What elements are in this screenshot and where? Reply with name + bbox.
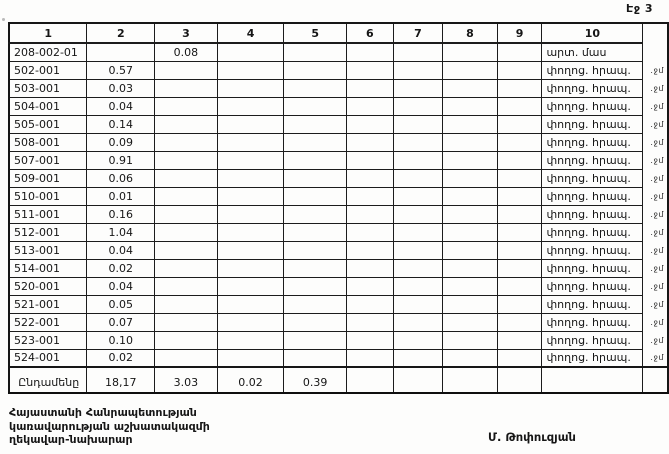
- table-cell: 0.02: [87, 259, 155, 277]
- table-cell: [284, 151, 347, 169]
- table-cell: [217, 169, 284, 187]
- table-cell: [346, 349, 393, 367]
- table-cell: [497, 367, 542, 393]
- margin-note: .ջմ: [650, 173, 664, 183]
- column-header: 2: [87, 23, 155, 43]
- table-row: [9, 277, 668, 295]
- table-cell: [443, 115, 498, 133]
- table-cell: փողոց. հրապ.: [542, 115, 643, 133]
- table-cell: 508-001: [9, 133, 87, 151]
- table-cell: [284, 277, 347, 295]
- table-cell: [284, 97, 347, 115]
- margin-note: .ջմ: [650, 335, 664, 345]
- margin-note: .ջմ: [650, 83, 664, 93]
- table-cell: 0.57: [87, 61, 155, 79]
- margin-note: .ջմ: [650, 119, 664, 129]
- table-cell: [346, 133, 393, 151]
- table-cell: [346, 97, 393, 115]
- table-cell: [443, 205, 498, 223]
- table-cell: [443, 79, 498, 97]
- table-cell: 0.04: [87, 277, 155, 295]
- table-cell: 502-001: [9, 61, 87, 79]
- table-cell: [346, 43, 393, 61]
- table-cell: 18,17: [87, 367, 155, 393]
- table-cell: 0.03: [87, 79, 155, 97]
- table-cell: 208-002-01: [9, 43, 87, 61]
- table-cell: [346, 241, 393, 259]
- table-row: [9, 151, 668, 169]
- table-cell: 505-001: [9, 115, 87, 133]
- table-cell: [155, 97, 218, 115]
- table-cell: 521-001: [9, 295, 87, 313]
- table-cell: [217, 241, 284, 259]
- table-cell: [155, 223, 218, 241]
- table-cell: [393, 43, 443, 61]
- table-cell: 0.91: [87, 151, 155, 169]
- table-cell: [443, 295, 498, 313]
- table-cell: 507-001: [9, 151, 87, 169]
- table-cell: 524-001: [9, 349, 87, 367]
- table-cell: [155, 151, 218, 169]
- table-cell: Ընդամենը: [9, 367, 87, 393]
- table-cell: [346, 295, 393, 313]
- table-cell: 510-001: [9, 187, 87, 205]
- column-header: 3: [155, 23, 218, 43]
- table-cell: [346, 151, 393, 169]
- table-cell: [346, 187, 393, 205]
- table-cell: [217, 349, 284, 367]
- table-cell: փողոց. հրապ.: [542, 79, 643, 97]
- table-cell: [284, 115, 347, 133]
- table-cell: [393, 115, 443, 133]
- table-cell: [284, 169, 347, 187]
- table-cell: [393, 367, 443, 393]
- table-cell: [393, 295, 443, 313]
- table-cell: 0.39: [284, 367, 347, 393]
- table-cell: 0.09: [87, 133, 155, 151]
- table-cell: [346, 223, 393, 241]
- table-row: [9, 115, 668, 133]
- table-cell: 0.16: [87, 205, 155, 223]
- table-cell: [217, 79, 284, 97]
- table-cell: [217, 205, 284, 223]
- table-cell: [217, 115, 284, 133]
- footer-block: [9, 406, 210, 447]
- column-header: 6: [346, 23, 393, 43]
- column-header: 1: [9, 23, 87, 43]
- table-cell: փողոց. հրապ.: [542, 151, 643, 169]
- table-cell: [217, 43, 284, 61]
- table-cell: [346, 331, 393, 349]
- table-cell: [393, 79, 443, 97]
- table-cell: [393, 241, 443, 259]
- table-cell: [284, 313, 347, 331]
- table-cell: 0.06: [87, 169, 155, 187]
- table-cell: [443, 277, 498, 295]
- table-row: [9, 79, 668, 97]
- table-cell: 504-001: [9, 97, 87, 115]
- table-cell: 1.04: [87, 223, 155, 241]
- column-header: 8: [443, 23, 498, 43]
- table-row: [9, 331, 668, 349]
- table-cell: [217, 61, 284, 79]
- table-cell: [443, 61, 498, 79]
- column-header: 5: [284, 23, 347, 43]
- table-cell: [155, 349, 218, 367]
- table-cell: փողոց. հրապ.: [542, 133, 643, 151]
- signature-name: Մ. Թոփուզյան: [488, 430, 576, 444]
- table-cell: 509-001: [9, 169, 87, 187]
- table-cell: [443, 97, 498, 115]
- table-cell: [217, 313, 284, 331]
- table-cell: [443, 43, 498, 61]
- table-cell: փողոց. հրապ.: [542, 97, 643, 115]
- table-cell: [346, 205, 393, 223]
- footer-line-2: կառավարության աշխատակազմի: [9, 419, 210, 433]
- margin-note: .ջմ: [650, 317, 664, 327]
- table-cell: 511-001: [9, 205, 87, 223]
- table-cell: [284, 187, 347, 205]
- table-cell: 513-001: [9, 241, 87, 259]
- table-cell: [497, 151, 542, 169]
- margin-note: [643, 43, 668, 61]
- table-cell: [497, 259, 542, 277]
- table-cell: [217, 187, 284, 205]
- table-cell: [155, 205, 218, 223]
- table-cell: [497, 241, 542, 259]
- table-cell: [393, 205, 443, 223]
- table-cell: [155, 79, 218, 97]
- table-cell: [284, 259, 347, 277]
- table-cell: [443, 133, 498, 151]
- table-row: [9, 349, 668, 367]
- table-cell: [443, 223, 498, 241]
- table-cell: 512-001: [9, 223, 87, 241]
- column-header: 10: [542, 23, 643, 43]
- table-cell: արտ. մաս: [542, 43, 643, 61]
- table-cell: [284, 61, 347, 79]
- table-cell: [393, 277, 443, 295]
- margin-note: .ջմ: [650, 299, 664, 309]
- table-cell: [346, 259, 393, 277]
- table-row: [9, 295, 668, 313]
- table-cell: [393, 259, 443, 277]
- table-cell: 0.02: [217, 367, 284, 393]
- table-cell: [346, 169, 393, 187]
- table-cell: 520-001: [9, 277, 87, 295]
- table-cell: [155, 277, 218, 295]
- table-cell: [155, 259, 218, 277]
- table-cell: [284, 79, 347, 97]
- table-cell: [443, 241, 498, 259]
- table-cell: փողոց. հրապ.: [542, 259, 643, 277]
- table-row: [9, 223, 668, 241]
- margin-note: .ջմ: [650, 263, 664, 273]
- table-cell: 0.05: [87, 295, 155, 313]
- table-cell: [443, 151, 498, 169]
- table-cell: [443, 349, 498, 367]
- table-cell: [346, 313, 393, 331]
- table-cell: [346, 61, 393, 79]
- table-cell: [217, 331, 284, 349]
- table-cell: 0.07: [87, 313, 155, 331]
- table-cell: 0.10: [87, 331, 155, 349]
- table-cell: [346, 277, 393, 295]
- table-cell: 0.08: [155, 43, 218, 61]
- table-row: [9, 241, 668, 259]
- table-cell: [217, 133, 284, 151]
- table-cell: [497, 61, 542, 79]
- table-total-row: [9, 367, 668, 393]
- table-row: [9, 187, 668, 205]
- table-cell: 3.03: [155, 367, 218, 393]
- table-cell: [443, 169, 498, 187]
- table-cell: [346, 79, 393, 97]
- margin-note: .ջմ: [650, 281, 664, 291]
- column-header: 9: [497, 23, 542, 43]
- table-cell: [393, 61, 443, 79]
- margin-note: [643, 367, 668, 393]
- table-row: [9, 43, 668, 61]
- table-row: [9, 259, 668, 277]
- table-cell: [443, 187, 498, 205]
- table-cell: [393, 223, 443, 241]
- table-cell: փողոց. հրապ.: [542, 277, 643, 295]
- margin-note: .ջմ: [650, 137, 664, 147]
- table-cell: [393, 187, 443, 205]
- table-cell: [217, 97, 284, 115]
- footer-line-3: ղեկավար-նախարար: [9, 433, 133, 446]
- table-cell: 523-001: [9, 331, 87, 349]
- table-cell: [497, 169, 542, 187]
- table-row: [9, 205, 668, 223]
- margin-note: .ջմ: [650, 191, 664, 201]
- table-cell: [497, 115, 542, 133]
- table-cell: [393, 349, 443, 367]
- table-cell: փողոց. հրապ.: [542, 331, 643, 349]
- table-cell: [497, 187, 542, 205]
- table-cell: [497, 43, 542, 61]
- table-cell: [497, 331, 542, 349]
- table-cell: [443, 367, 498, 393]
- table-cell: 0.04: [87, 97, 155, 115]
- table-cell: 514-001: [9, 259, 87, 277]
- table-cell: փողոց. հրապ.: [542, 187, 643, 205]
- table-cell: [155, 313, 218, 331]
- land-parcels-table: [8, 22, 669, 394]
- table-cell: [497, 313, 542, 331]
- table-row: [9, 169, 668, 187]
- table-cell: [542, 367, 643, 393]
- table-cell: [217, 151, 284, 169]
- table-row: [9, 133, 668, 151]
- scan-speckle: [2, 18, 5, 21]
- table-cell: [393, 151, 443, 169]
- table-cell: [155, 115, 218, 133]
- margin-note: .ջմ: [650, 245, 664, 255]
- table-cell: [497, 277, 542, 295]
- table-cell: [497, 133, 542, 151]
- table-cell: [497, 223, 542, 241]
- table-cell: [284, 295, 347, 313]
- table-cell: 0.14: [87, 115, 155, 133]
- margin-note: .ջմ: [650, 65, 664, 75]
- table-cell: [497, 97, 542, 115]
- table-cell: [443, 313, 498, 331]
- table-cell: [393, 169, 443, 187]
- table-cell: [346, 115, 393, 133]
- table-cell: [155, 169, 218, 187]
- table-cell: [346, 367, 393, 393]
- table-cell: 522-001: [9, 313, 87, 331]
- table-cell: [497, 349, 542, 367]
- table-cell: [87, 43, 155, 61]
- table-cell: [393, 97, 443, 115]
- table-cell: փողոց. հրապ.: [542, 349, 643, 367]
- table-row: [9, 313, 668, 331]
- table-cell: [443, 331, 498, 349]
- margin-note: .ջմ: [650, 227, 664, 237]
- table-cell: 0.01: [87, 187, 155, 205]
- table-header-row: [9, 23, 668, 43]
- table-cell: [217, 277, 284, 295]
- table-row: [9, 61, 668, 79]
- table-cell: 0.02: [87, 349, 155, 367]
- table-cell: [284, 223, 347, 241]
- table-cell: [217, 259, 284, 277]
- page-number-label: Էջ 3: [626, 2, 653, 15]
- table-cell: [393, 133, 443, 151]
- table-cell: [155, 187, 218, 205]
- table-cell: [217, 223, 284, 241]
- table-cell: [284, 205, 347, 223]
- table-cell: [155, 61, 218, 79]
- table-cell: փողոց. հրապ.: [542, 169, 643, 187]
- table-cell: [497, 205, 542, 223]
- margin-note: .ջմ: [650, 353, 664, 362]
- margin-note: .ջմ: [650, 155, 664, 165]
- table-cell: [284, 133, 347, 151]
- table-cell: [497, 79, 542, 97]
- margin-note: .ջմ: [650, 209, 664, 219]
- table-cell: [155, 241, 218, 259]
- table-cell: [217, 295, 284, 313]
- table-cell: փողոց. հրապ.: [542, 241, 643, 259]
- table-body: [9, 43, 668, 393]
- table-cell: [284, 349, 347, 367]
- table-cell: [284, 331, 347, 349]
- table-cell: [155, 331, 218, 349]
- table-cell: փողոց. հրապ.: [542, 295, 643, 313]
- table-cell: [284, 43, 347, 61]
- table-cell: 0.04: [87, 241, 155, 259]
- table-cell: [155, 133, 218, 151]
- table-cell: [497, 295, 542, 313]
- table-cell: փողոց. հրապ.: [542, 313, 643, 331]
- table-cell: 503-001: [9, 79, 87, 97]
- table-cell: [443, 259, 498, 277]
- table-cell: փողոց. հրապ.: [542, 205, 643, 223]
- table-cell: [155, 295, 218, 313]
- column-header: 4: [217, 23, 284, 43]
- table-cell: փողոց. հրապ.: [542, 61, 643, 79]
- table-cell: [393, 331, 443, 349]
- table-cell: [393, 313, 443, 331]
- table-cell: փողոց. հրապ.: [542, 223, 643, 241]
- table-cell: [284, 241, 347, 259]
- table-row: [9, 97, 668, 115]
- margin-note: .ջմ: [650, 101, 664, 111]
- column-header: 7: [393, 23, 443, 43]
- footer-line-1: Հայաստանի Հանրապետության: [9, 406, 197, 419]
